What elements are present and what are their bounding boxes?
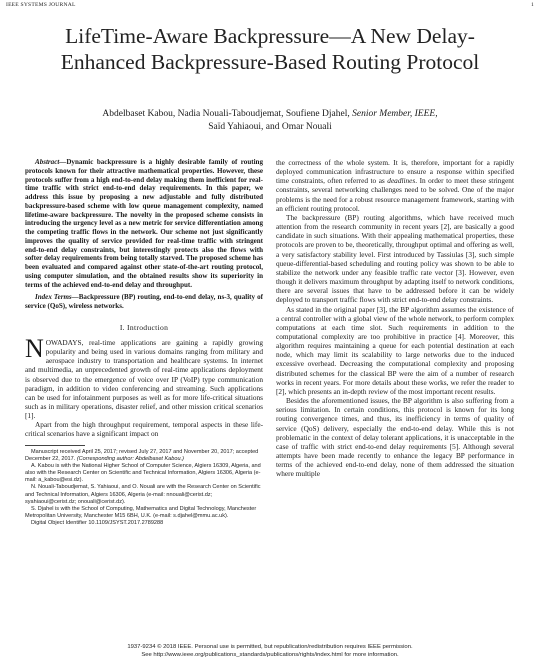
footnote-affiliation-1: A. Kabou is with the National Higher School of Computer Science, Algiers 16309, Algeria, and also with the Research Center on Scientific and Technical Information, Algiers 16306, Algeria (e-mail: a_kabou@esi.dz). xyxy=(25,462,261,484)
footnote-affiliation-3: S. Djahel is with the School of Computing, Mathematics and Digital Technology, Manchester Metropolitan University, Manchester M15 6BH, U.K. (e-mail: s.djahel@mmu.ac.uk). xyxy=(25,505,257,520)
copyright-line-2: See http://www.ieee.org/publications_standards/publications/rights/index.html for more information. xyxy=(141,652,399,658)
index-terms-label: Index Terms— xyxy=(35,293,79,302)
copyright-notice xyxy=(40,643,500,659)
footnote-received-text: Manuscript received April 25, 2017; revised July 27, 2017 and November 20, 2017; accepted December 22, 2017. xyxy=(25,448,259,462)
right-paragraph-3: As stated in the original paper [3], the BP algorithm assumes the existence of a central controller with a global view of the whole network, to perform complex computations at each time slot. Such requirements in addition to the computational complexity are too prohibitive in practice [4]. Moreover, this algorithm requires maintaining a queue for each potential destination at each node, which may limit its scalability to large networks due to the induced excessive overhead. Decreasing the computational complexity and proposing distributed schemes for the classical BP were the aim of a number of research works in recent years. For more details about these works, we refer the reader to [2], which presents an in-depth review of the most important recent results. xyxy=(276,304,514,396)
footnote-affiliation-2: N. Nouali-Taboudjemat, S. Yahiaoui, and O. Nouali are with the Research Center on Scientific and Technical Information, Algiers 16306, Algeria (e-mail: nnouali@cerist.dz; syahiaoui@cerist.dz; onouali@cerist.dz). xyxy=(25,484,261,505)
right-paragraph-1b: . In order to meet these stringent constraints, several networking challenges need to be solved. One of the major problems is the need for a robust resource management framework, starting with an efficient routing protocol. xyxy=(276,176,514,213)
author-block xyxy=(40,108,500,133)
right-paragraph-4: Besides the aforementioned issues, the BP algorithm is also suffering from a serious limitation. In certain conditions, this protocol is known for its long routing convergence times, and thus, its inefficiency in terms of quality of service (QoS) delivery, especially the end-to-end delay. While this is not problematic in the context of delay tolerant applications, it is unacceptable in the case of traffic with strict end-to-end delay requirements [5]. Although several attempts have been made recently to enhance the legacy BP performance in terms of the achieved end-to-end delay, none of them addressed the situation where multiple xyxy=(276,396,514,479)
author-line-2: Saïd Yahiaoui, and Omar Nouali xyxy=(208,121,332,132)
author-names: Abdelbaset Kabou, Nadia Nouali-Taboudjemat, Soufiene Djahel, xyxy=(102,109,350,119)
footnote-doi: Digital Object Identifier 10.1109/JSYST.2017.2789288 xyxy=(31,520,164,527)
right-paragraph-1 xyxy=(276,158,514,213)
footnotes xyxy=(25,449,263,528)
page-number: 1 xyxy=(531,2,534,8)
right-paragraph-2: The backpressure (BP) routing algorithms, which have received much attention from the research community in recent years [2], are basically a good candidate in such situations. With their appealing mathematical properties, these protocols are proven to be, theoretically, throughput optimal and offering as well, a very satisfactory stability level. First introduced by Tassiulas [3], such simple queue-differential-based scheduling and routing policy was shown to be able to stabilize the network under any feasible traffic rate vector [3]. However, even though it delivers maximum throughput by adapting itself to network conditions, there are several issues that have to be addressed before it can be widely deployed to transport traffic flows with strict end-to-end delay constraints. xyxy=(276,212,514,305)
intro-paragraph-1-text: OWADAYS, real-time applications are gaining a rapidly growing popularity and being used in various domains ranging from military and aerospace industry to transportation and healthcare systems. In internet and multimedia, an unprecedented growth of real-time applications deployment is observed due to the emergence of voice over IP (VoIP) type communication paradigm, in addition to video conferencing and streaming. Such applications can be used for infotainment purposes as well as for more life-critical situations such as in military operations, disaster relief, and other mission critical scenarios [1]. xyxy=(25,337,263,421)
copyright-line-1: 1937-9234 © 2018 IEEE. Personal use is permitted, but republication/redistribution requires IEEE permission. xyxy=(127,644,413,650)
right-column xyxy=(276,158,514,478)
paper-title: LifeTime-Aware Backpressure—A New Delay-Enhanced Backpressure-Based Routing Protocol xyxy=(60,24,480,74)
intro-paragraph-1 xyxy=(25,333,263,421)
abstract-label: Abstract— xyxy=(35,158,67,166)
intro-paragraph-2: Apart from the high throughput requirement, temporal aspects in these life-critical scenarios have a significant impact on xyxy=(25,420,263,439)
footnote-corresponding: (Corresponding author: Abdelbaset Kabou.) xyxy=(76,455,184,462)
index-terms xyxy=(25,293,263,311)
abstract xyxy=(25,158,263,289)
right-paragraph-1a: the correctness of the whole system. It is, therefore, important for a rapidly deployed communication infrastructure to ensure a response within specified time constraints, often referred to as xyxy=(276,158,514,186)
drop-cap: N xyxy=(25,333,44,363)
footnote-divider xyxy=(25,445,85,446)
deadlines-term: deadlines xyxy=(387,176,416,186)
index-terms-text: Backpressure (BP) routing, end-to-end delay, ns-3, quality of service (QoS), wireless networks. xyxy=(25,293,263,310)
footnote-received xyxy=(25,449,263,463)
left-column xyxy=(25,158,263,527)
running-header xyxy=(6,2,534,12)
section-heading-introduction: I. Introduction xyxy=(119,322,169,332)
abstract-text: Dynamic backpressure is a highly desirable family of routing protocols known for their attractive mathematical properties. However, these protocols suffer from a high end-to-end delay making them inefficient for real-time traffic with strict end-to-end delay requirements. In this paper, we address this issue by proposing a new adjustable and fully distributed backpressure-based scheme with low queue management complexity, named lifetime-aware backpressure. The novelty in the proposed scheme consists in introducing the urgency level as a new metric for service differentiation among the competing traffic flows in the network. Our scheme not just significantly improves the quality of service provided for real-time traffic with stringent end-to-end delay constraints, but interestingly protects also the flows with softer delay requirements from being totally starved. The proposed scheme has been evaluated and compared against other state-of-the-art routing protocol, using computer simulation, and the obtained results show its superiority in terms of the achieved end-to-end delay and throughput. xyxy=(25,158,263,289)
journal-name: IEEE SYSTEMS JOURNAL xyxy=(6,2,76,8)
author-membership: Senior Member, IEEE, xyxy=(352,109,438,119)
author-line-1 xyxy=(40,108,500,121)
